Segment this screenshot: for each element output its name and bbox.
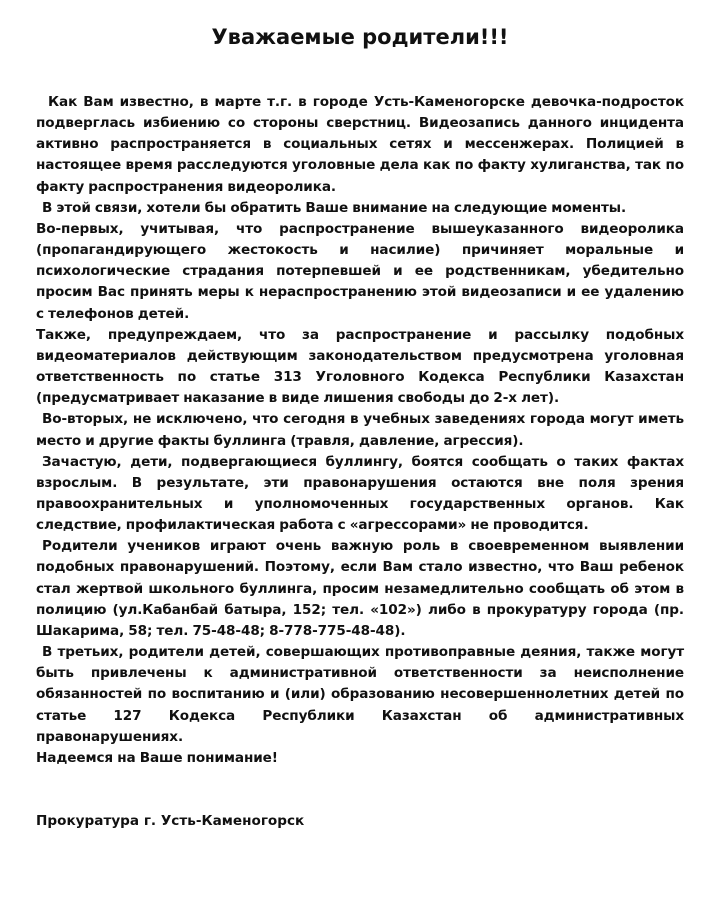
paragraph-first-point: Во-первых, учитывая, что распространение вышеуказанного видеоролика (пропагандирующего жестокость и насилие) причиняет моральные и психологические страдания потерпевшей и ее родственникам, убедительно просим Вас принять меры к нераспространению этой видеозаписи и ее удалению с телефонов детей. [36,220,684,322]
paragraph-incident: Как Вам известно, в марте т.г. в городе Усть-Каменогорске девочка-подросток подверглась избиению со стороны сверстниц. Видеозапись данного инцидента активно распространяется в социальных сетях и мессенжерах. Полицией в настоящее время расследуются уголовные дела как по факту хулиганства, так по факту распространения видеоролика. [36,94,684,195]
paragraph-third-point: В третьих, родители детей, совершающих противоправные деяния, также могут быть привлечены к административной ответственности за неисполнение обязанностей по воспитанию и (или) образованию несовершеннолетних детей по статье 127 Кодекса Республики Казахстан об административных правонарушениях. [36,644,684,745]
paragraph-attention: В этой связи, хотели бы обратить Ваше внимание на следующие моменты. [42,199,627,216]
paragraph-reporting: Зачастую, дети, подвергающиеся буллингу, боятся сообщать о таких фактах взрослым. В результате, эти правонарушения остаются вне поля зрения правоохранительных и уполномоченных государственных органов. Как следствие, профилактическая работа с «агрессорами» не проводится. [36,453,684,534]
document-body [36,92,684,769]
paragraph-warning: Также, предупреждаем, что за распространение и рассылку подобных видеоматериалов действующим законодательством предусмотрена уголовная ответственность по статье 313 Уголовного Кодекса Республики Казахстан (предусматривает наказание в виде лишения свободы до 2-х лет). [36,326,684,407]
closing-line: Надеемся на Ваше понимание! [36,749,278,766]
paragraph-parents-role: Родители учеников играют очень важную роль в своевременном выявлении подобных правонарушений. Поэтому, если Вам стало известно, что Ваш ребенок стал жертвой школьного буллинга, просим незамедлительно сообщать об этом в полицию (ул.Кабанбай батыра, 152; тел. «102») либо в прокуратуру города (пр. Шакарима, 58; тел. 75-48-48; 8-778-775-48-48). [36,538,684,639]
signature: Прокуратура г. Усть-Каменогорск [36,813,305,829]
paragraph-second-point: Во-вторых, не исключено, что сегодня в учебных заведениях города могут иметь место и другие факты буллинга (травля, давление, агрессия). [36,411,684,449]
document-title: Уважаемые родители!!! [211,25,509,49]
